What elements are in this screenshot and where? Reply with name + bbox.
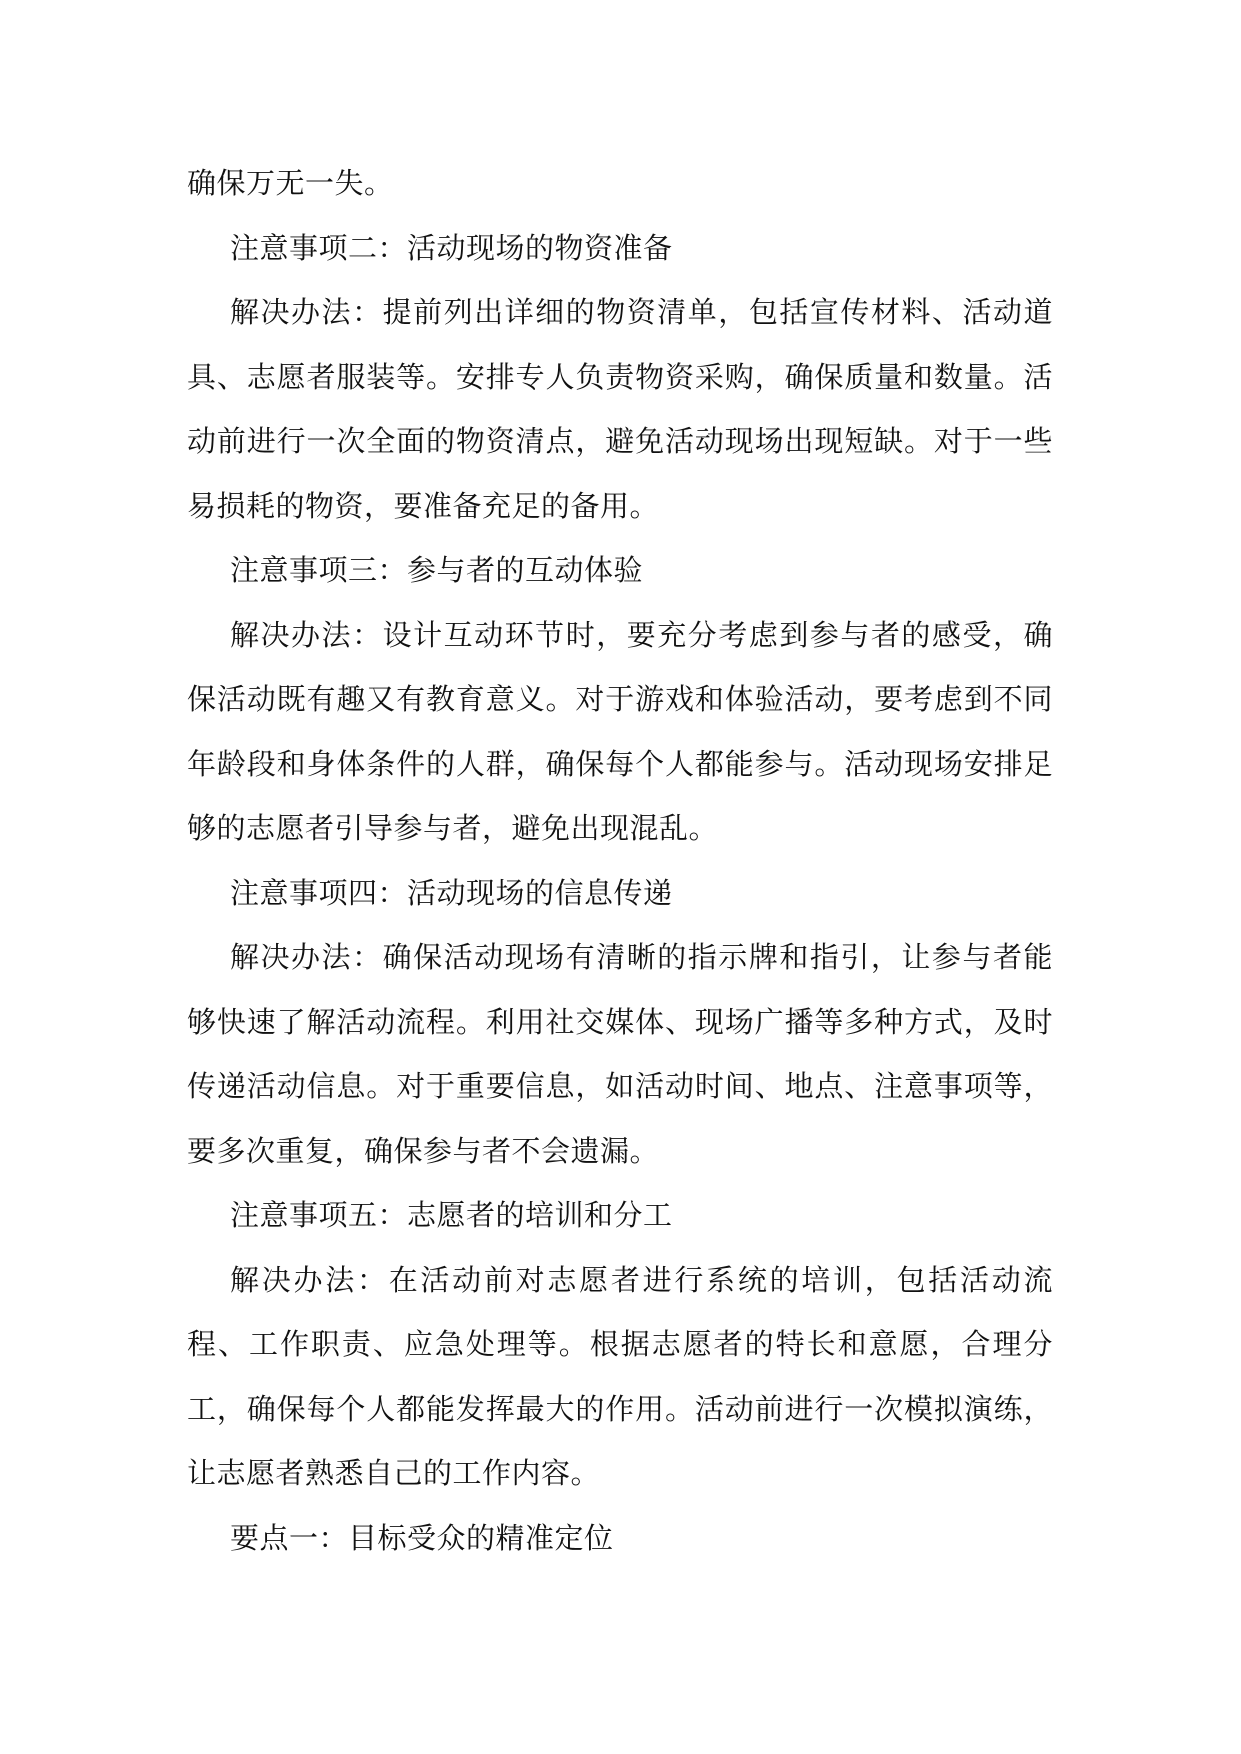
document-body [187,151,1053,1570]
paragraph-continuation: 确保万无一失。 [187,166,394,200]
heading-note-4: 注意事项四：活动现场的信息传递 [230,875,673,910]
heading-note-2: 注意事项二：活动现场的物资准备 [230,230,673,265]
heading-key-point-1: 要点一：目标受众的精准定位 [230,1520,614,1555]
paragraph-solution-3: 解决办法：设计互动环节时，要充分考虑到参与者的感受，确保活动既有趣又有教育意义。对于游戏和体验活动，要考虑到不同年龄段和身体条件的人群，确保每个人都能参与。活动现场安排足够的志愿者引导参与者，避免出现混乱。 [187,617,1053,845]
paragraph-solution-2: 解决办法：提前列出详细的物资清单，包括宣传材料、活动道具、志愿者服装等。安排专人负责物资采购，确保质量和数量。活动前进行一次全面的物资清点，避免活动现场出现短缺。对于一些易损耗的物资，要准备充足的备用。 [187,295,1053,523]
heading-note-3: 注意事项三：参与者的互动体验 [230,553,644,587]
heading-note-5: 注意事项五：志愿者的培训和分工 [230,1198,673,1232]
paragraph-solution-4: 解决办法：确保活动现场有清晰的指示牌和指引，让参与者能够快速了解活动流程。利用社交媒体、现场广播等多种方式，及时传递活动信息。对于重要信息，如活动时间、地点、注意事项等，要多次重复，确保参与者不会遗漏。 [187,940,1053,1168]
paragraph-solution-5: 解决办法：在活动前对志愿者进行系统的培训，包括活动流程、工作职责、应急处理等。根据志愿者的特长和意愿，合理分工，确保每个人都能发挥最大的作用。活动前进行一次模拟演练，让志愿者熟悉自己的工作内容。 [187,1262,1053,1490]
